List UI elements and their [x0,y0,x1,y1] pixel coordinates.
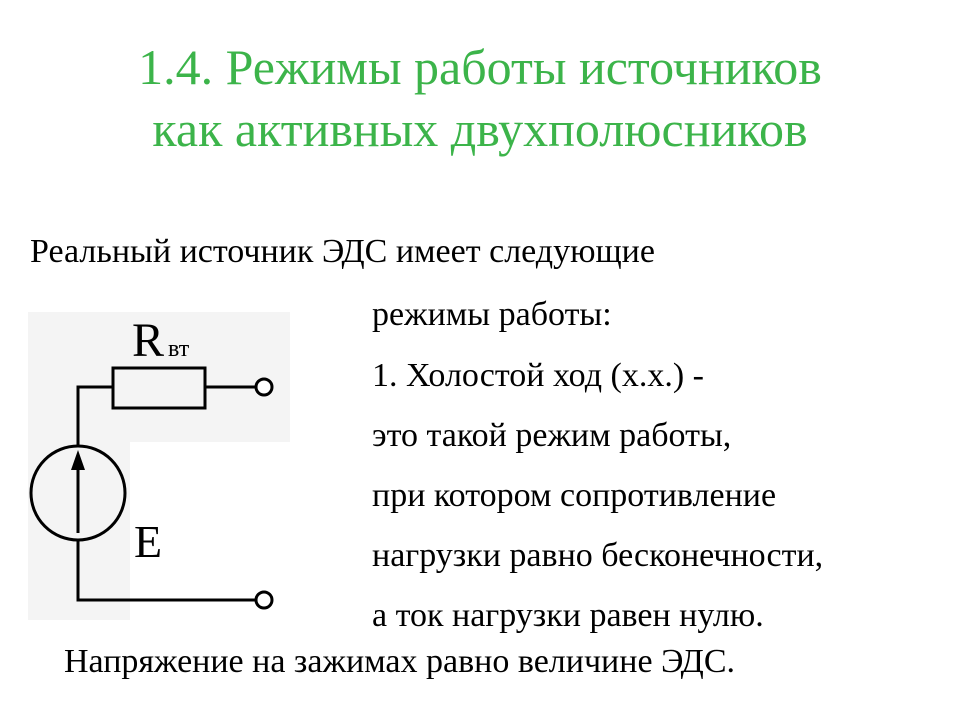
body-line-2: режимы работы: [372,296,612,333]
terminal-top [256,379,272,395]
body-line-4: это такой режим работы, [372,417,732,454]
body-line-3: 1. Холостой ход (х.х.) - [372,357,704,394]
title-line-2: как активных двухполюсников [152,101,808,157]
terminal-bottom [256,592,272,608]
body-line-6: нагрузки равно бесконечности, [372,537,824,574]
resistor-label: R [132,314,165,367]
title-line-1: 1.4. Режимы работы источников [138,39,822,95]
source-label: E [134,516,163,567]
body-line-7: а ток нагрузки равен нулю. [372,597,764,634]
body-line-5: при котором сопротивление [372,477,777,514]
body-line-8: Напряжение на зажимах равно величине ЭДС. [64,643,736,680]
resistor-subscript: вт [168,336,190,362]
body-line-1: Реальный источник ЭДС имеет следующие [30,233,655,270]
